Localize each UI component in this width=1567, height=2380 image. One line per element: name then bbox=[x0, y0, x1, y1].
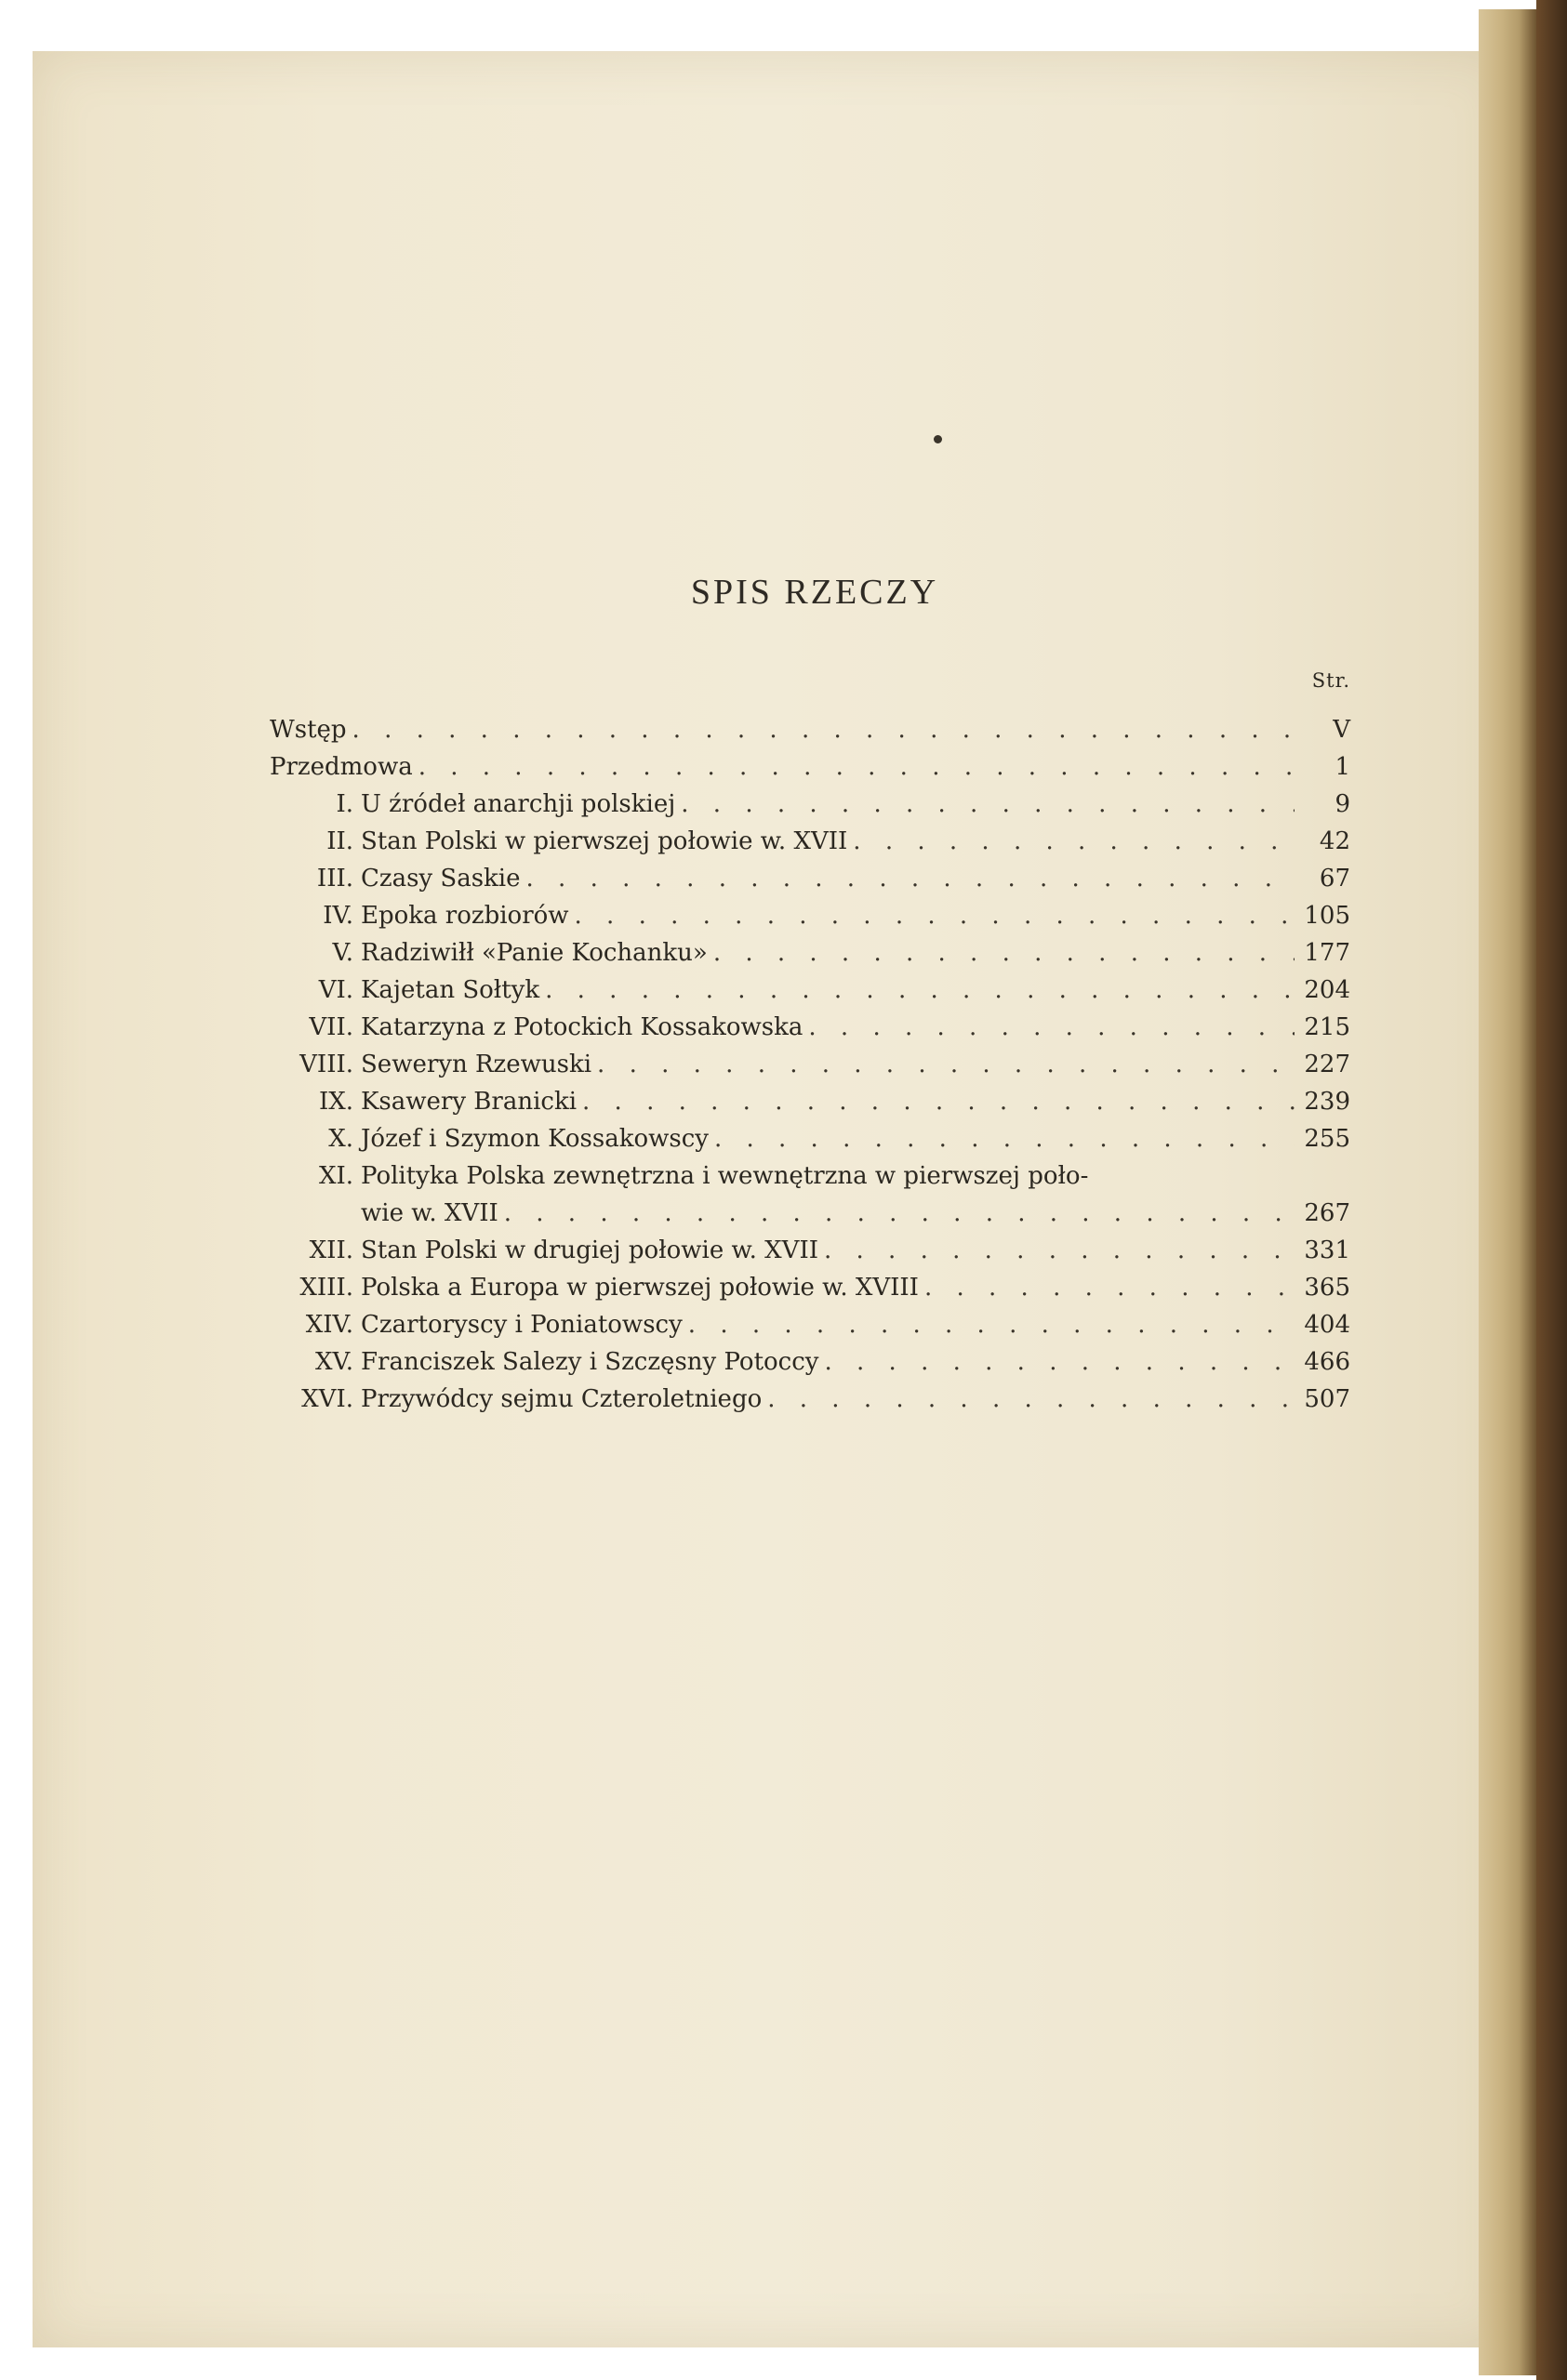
toc-entry-title: Ksawery Branicki bbox=[361, 1088, 578, 1116]
toc-entry-number: II. bbox=[326, 827, 353, 855]
toc-leader-dots bbox=[847, 823, 1295, 860]
toc-entry bbox=[270, 786, 1350, 823]
toc-entry-page: 42 bbox=[1319, 827, 1350, 855]
toc-entry-title: Przywódcy sejmu Czteroletniego bbox=[361, 1385, 763, 1413]
book-cover-edge bbox=[1536, 0, 1567, 2380]
toc-entry-title: Czasy Saskie bbox=[361, 865, 521, 892]
toc-entry-title: Katarzyna z Potockich Kossakowska bbox=[361, 1013, 803, 1041]
toc-entry-title: Epoka rozbiorów bbox=[361, 902, 569, 930]
toc-entry-title: Kajetan Sołtyk bbox=[361, 976, 540, 1004]
toc-leader-dots bbox=[521, 860, 1295, 897]
toc-entry-page: 267 bbox=[1304, 1199, 1350, 1227]
toc-entry-number: VI. bbox=[318, 976, 353, 1004]
toc-leader-dots bbox=[577, 1083, 1295, 1120]
toc-entry bbox=[270, 1157, 1350, 1195]
toc-leader-dots bbox=[347, 711, 1295, 748]
toc-entry-page: 105 bbox=[1304, 902, 1350, 930]
toc-entry-number: VIII. bbox=[299, 1051, 353, 1078]
toc-leader-dots bbox=[413, 748, 1295, 786]
toc-leader-dots bbox=[762, 1381, 1295, 1418]
toc-leader-dots bbox=[591, 1046, 1295, 1083]
toc-entry-page: 1 bbox=[1335, 753, 1350, 781]
page-column-label: Str. bbox=[1311, 669, 1350, 692]
toc-entry-title: Czartoryscy i Poniatowscy bbox=[361, 1311, 683, 1339]
toc-leader-dots bbox=[539, 972, 1295, 1009]
page-ornament-dot bbox=[934, 435, 942, 443]
toc-entry-number: XI. bbox=[318, 1162, 353, 1190]
toc-entry bbox=[270, 1009, 1350, 1046]
toc-entry-page: 507 bbox=[1304, 1385, 1350, 1413]
toc-entry-number: VII. bbox=[309, 1013, 353, 1041]
toc-entry-number: IX. bbox=[318, 1088, 353, 1116]
toc-entry-title: Józef i Szymon Kossakowscy bbox=[361, 1125, 709, 1153]
toc-entry bbox=[270, 972, 1350, 1009]
toc-entry bbox=[270, 1381, 1350, 1418]
toc-leader-dots bbox=[819, 1343, 1295, 1381]
toc-entry-title: U źródeł anarchji polskiej bbox=[361, 790, 676, 818]
toc-leader-dots bbox=[919, 1269, 1295, 1306]
toc-entry-page: 365 bbox=[1304, 1274, 1350, 1302]
book-spine bbox=[1479, 9, 1536, 2375]
toc-entry-page: 215 bbox=[1304, 1013, 1350, 1041]
toc-entry-page: 67 bbox=[1319, 865, 1350, 892]
toc-entry-number: III. bbox=[316, 865, 353, 892]
toc-entry-title: Stan Polski w drugiej połowie w. XVII bbox=[361, 1236, 818, 1264]
toc-entry-number: XVI. bbox=[301, 1385, 353, 1413]
toc-entry bbox=[270, 860, 1350, 897]
toc-entry-title: Stan Polski w pierwszej połowie w. XVII bbox=[361, 827, 848, 855]
toc-leader-dots bbox=[675, 786, 1295, 823]
toc-entry-title: Seweryn Rzewuski bbox=[361, 1051, 592, 1078]
toc-entry-title: Polska a Europa w pierwszej połowie w. XVIII bbox=[361, 1274, 919, 1302]
toc-leader-dots bbox=[709, 1120, 1295, 1157]
toc-entries bbox=[270, 711, 1350, 1418]
toc-entry-page: 331 bbox=[1304, 1236, 1350, 1264]
toc-entry bbox=[270, 897, 1350, 934]
toc-entry-number: XII. bbox=[309, 1236, 353, 1264]
toc-entry-page: 9 bbox=[1335, 790, 1350, 818]
toc-entry-page: 204 bbox=[1304, 976, 1350, 1004]
toc-leader-dots bbox=[708, 934, 1295, 972]
toc-leader-dots bbox=[803, 1009, 1295, 1046]
toc-entry bbox=[270, 1343, 1350, 1381]
toc-entry-title: Polityka Polska zewnętrzna i wewnętrzna w pierwszej poło- bbox=[361, 1162, 1089, 1190]
toc-entry-page: 255 bbox=[1304, 1125, 1350, 1153]
toc-entry bbox=[270, 1306, 1350, 1343]
toc-entry-title: Franciszek Salezy i Szczęsny Potoccy bbox=[361, 1348, 819, 1376]
toc-leader-dots bbox=[683, 1306, 1295, 1343]
toc-entry-page: 466 bbox=[1304, 1348, 1350, 1376]
toc-entry-page: 227 bbox=[1304, 1051, 1350, 1078]
toc-entry bbox=[270, 748, 1350, 786]
toc-entry-page: 404 bbox=[1304, 1311, 1350, 1339]
toc-entry-title: Radziwiłł «Panie Kochanku» bbox=[361, 939, 708, 967]
toc-entry-number: IV. bbox=[323, 902, 353, 930]
toc-entry bbox=[270, 1232, 1350, 1269]
toc-entry bbox=[270, 1120, 1350, 1157]
toc-entry bbox=[270, 1269, 1350, 1306]
toc-entry-number: X. bbox=[328, 1125, 353, 1153]
toc-entry bbox=[270, 823, 1350, 860]
toc-entry bbox=[270, 1046, 1350, 1083]
toc-leader-dots bbox=[569, 897, 1295, 934]
toc-entry-title: Wstęp bbox=[270, 716, 347, 744]
toc-entry-number: XV. bbox=[314, 1348, 353, 1376]
toc-entry-number: XIII. bbox=[299, 1274, 353, 1302]
toc-entry-number: I. bbox=[336, 790, 353, 818]
toc-entry-title-continued: wie w. XVII bbox=[361, 1199, 498, 1227]
toc-entry bbox=[270, 934, 1350, 972]
toc-leader-dots bbox=[498, 1195, 1295, 1232]
toc-entry-title: Przedmowa bbox=[270, 753, 413, 781]
toc-entry-page: V bbox=[1333, 716, 1350, 744]
toc-entry bbox=[270, 1083, 1350, 1120]
toc-entry-continuation bbox=[270, 1195, 1350, 1232]
toc-leader-dots bbox=[818, 1232, 1295, 1269]
toc-entry-page: 177 bbox=[1304, 939, 1350, 967]
toc-entry-page: 239 bbox=[1304, 1088, 1350, 1116]
toc-entry-number: V. bbox=[332, 939, 353, 967]
toc-title: SPIS RZECZY bbox=[690, 573, 939, 612]
toc-entry bbox=[270, 711, 1350, 748]
toc-entry-number: XIV. bbox=[305, 1311, 353, 1339]
